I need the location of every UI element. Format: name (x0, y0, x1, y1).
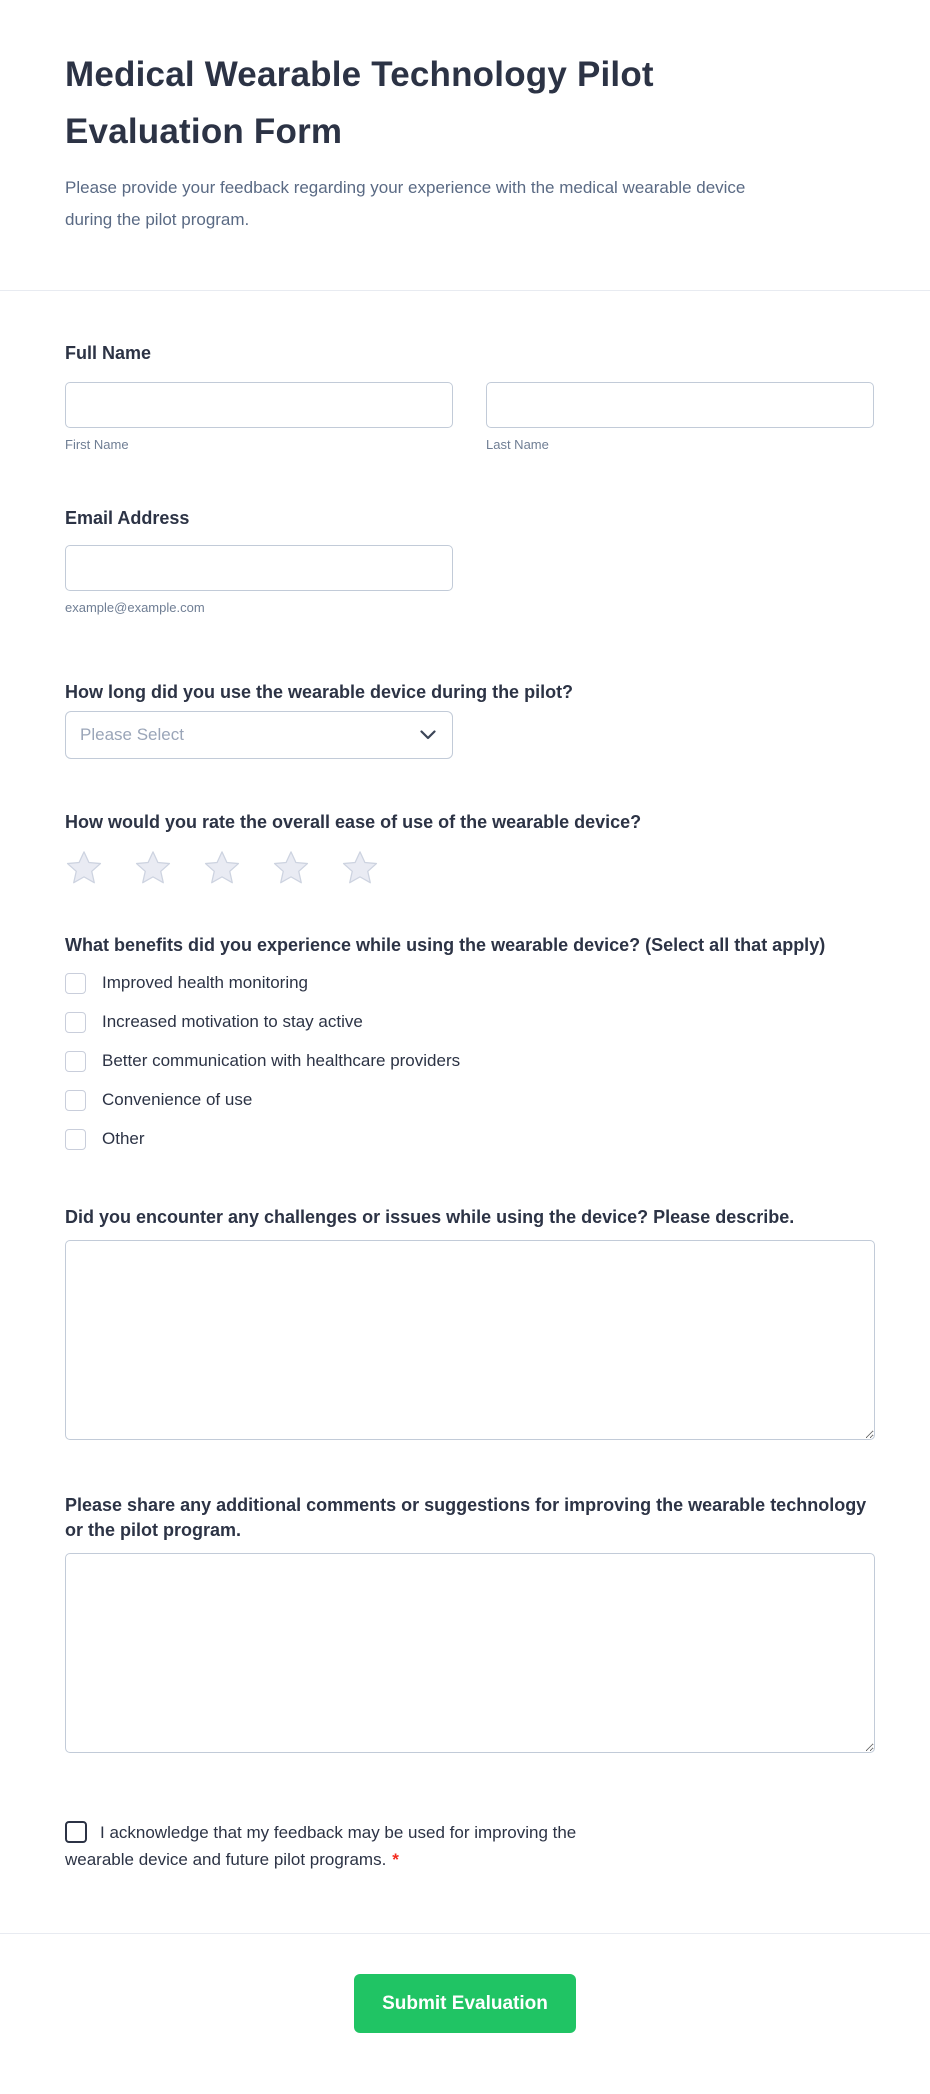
benefit-option-label: Increased motivation to stay active (102, 1012, 363, 1031)
duration-select-placeholder: Please Select (80, 725, 184, 744)
form-description: Please provide your feedback regarding your experience with the medical wearable device during the pilot program. (65, 178, 746, 229)
field-benefits (65, 933, 875, 1150)
form-footer (0, 1934, 930, 2083)
field-challenges (65, 1205, 875, 1440)
benefit-checkbox-1[interactable] (65, 973, 86, 994)
star-3-icon[interactable] (203, 848, 241, 888)
last-name-input[interactable] (486, 382, 874, 428)
field-comments (65, 1493, 875, 1753)
benefit-option-label: Better communication with healthcare providers (102, 1051, 461, 1070)
email-input[interactable] (65, 545, 453, 591)
benefit-checkbox-5[interactable] (65, 1129, 86, 1150)
benefits-label: What benefits did you experience while using the wearable device? (Select all that apply) (65, 935, 826, 955)
comments-label: Please share any additional comments or suggestions for improving the wearable technology or the pilot program. (65, 1495, 867, 1540)
field-full-name (65, 341, 875, 454)
chevron-down-icon (420, 730, 436, 740)
benefit-option-3 (65, 1050, 875, 1072)
benefit-checkbox-2[interactable] (65, 1012, 86, 1033)
star-5-icon[interactable] (341, 848, 379, 888)
benefits-options (65, 972, 875, 1150)
comments-textarea[interactable] (65, 1553, 875, 1753)
acknowledgement-label: I acknowledge that my feedback may be used for improving the wearable device and future pilot programs. (65, 1823, 577, 1869)
benefit-option-label: Convenience of use (102, 1090, 253, 1109)
rating-label: How would you rate the overall ease of use of the wearable device? (65, 812, 642, 832)
email-sublabel: example@example.com (65, 600, 205, 615)
first-name-input[interactable] (65, 382, 453, 428)
benefit-checkbox-4[interactable] (65, 1090, 86, 1111)
benefit-option-4 (65, 1089, 875, 1111)
benefit-option-label: Other (102, 1129, 145, 1148)
benefit-checkbox-3[interactable] (65, 1051, 86, 1072)
field-duration (65, 680, 875, 759)
form-body (0, 341, 930, 1873)
benefit-option-1 (65, 972, 875, 994)
star-1-icon[interactable] (65, 848, 103, 888)
acknowledgement-row (65, 1819, 590, 1873)
challenges-label: Did you encounter any challenges or issues while using the device? Please describe. (65, 1207, 795, 1227)
field-email (65, 506, 875, 617)
submit-button[interactable]: Submit Evaluation (354, 1974, 576, 2033)
last-name-sublabel: Last Name (486, 437, 549, 452)
form-header (0, 0, 930, 236)
required-asterisk: * (392, 1850, 399, 1869)
field-ease-rating (65, 810, 875, 888)
first-name-sublabel: First Name (65, 437, 129, 452)
benefit-option-label: Improved health monitoring (102, 973, 309, 992)
page-title: Medical Wearable Technology Pilot Evaluation Form (65, 55, 654, 151)
email-label: Email Address (65, 508, 190, 528)
header-divider (0, 290, 930, 291)
challenges-textarea[interactable] (65, 1240, 875, 1440)
duration-select[interactable] (65, 711, 453, 759)
benefit-option-2 (65, 1011, 875, 1033)
full-name-label: Full Name (65, 343, 152, 363)
acknowledgement-checkbox[interactable] (65, 1821, 87, 1843)
star-2-icon[interactable] (134, 848, 172, 888)
duration-label: How long did you use the wearable device during the pilot? (65, 682, 574, 702)
star-4-icon[interactable] (272, 848, 310, 888)
field-acknowledgement (65, 1819, 875, 1873)
star-rating (65, 848, 875, 888)
benefit-option-5 (65, 1128, 875, 1150)
